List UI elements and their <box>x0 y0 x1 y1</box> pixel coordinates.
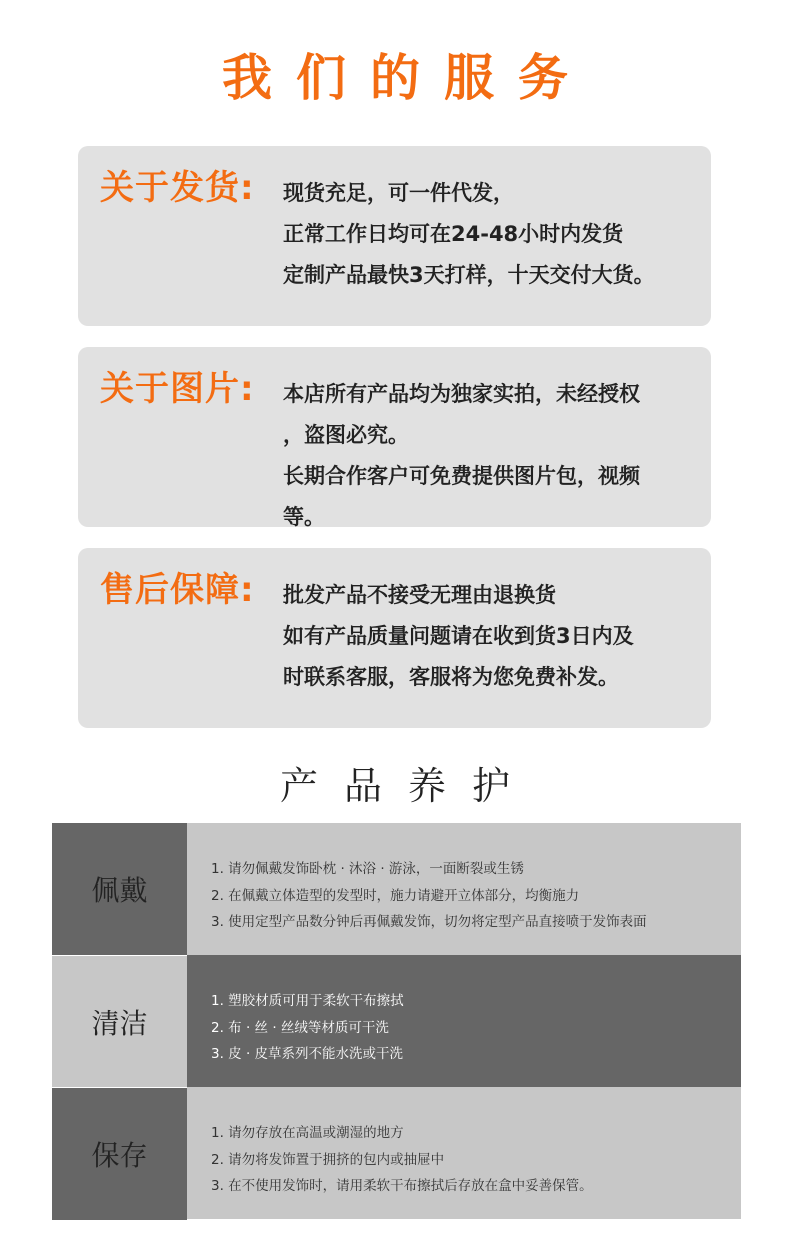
care-row-storage <box>52 1087 741 1219</box>
service-line: 批发产品不接受无理由退换货 <box>283 583 556 607</box>
service-card-shipping <box>78 146 711 326</box>
service-label: 关于图片: <box>100 369 255 409</box>
service-line: 正常工作日均可在24-48小时内发货 <box>283 222 624 246</box>
care-row-head: 清洁 <box>52 955 187 1088</box>
service-text <box>283 575 713 698</box>
care-row-body <box>187 823 741 955</box>
care-item: 2. 请勿将发饰置于拥挤的包内或抽屉中 <box>211 1151 445 1168</box>
care-row-body <box>187 1087 741 1219</box>
care-items <box>211 988 736 1068</box>
care-item: 3. 在不使用发饰时，请用柔软干布擦拭后存放在盒中妥善保管。 <box>211 1178 593 1194</box>
care-row-cleaning <box>52 955 741 1087</box>
care-item: 3. 使用定型产品数分钟后再佩戴发饰，切勿将定型产品直接喷于发饰表面 <box>211 914 647 930</box>
service-line: 本店所有产品均为独家实拍，未经授权 <box>283 382 640 406</box>
care-item: 1. 塑胶材质可用于柔软干布擦拭 <box>211 993 404 1009</box>
care-item: 1. 请勿佩戴发饰卧枕 · 沐浴 · 游泳，一面断裂或生锈 <box>211 861 524 877</box>
care-item: 3. 皮 · 皮草系列不能水洗或干洗 <box>211 1046 404 1062</box>
care-items <box>211 856 736 936</box>
service-text <box>283 173 713 296</box>
care-item: 2. 布 · 丝 · 丝绒等材质可干洗 <box>211 1019 389 1036</box>
service-line: 现货充足，可一件代发， <box>283 181 514 205</box>
service-line: 时联系客服，客服将为您免费补发。 <box>283 665 619 689</box>
service-label: 售后保障: <box>100 570 255 610</box>
care-items <box>211 1120 736 1200</box>
care-row-wearing <box>52 823 741 955</box>
care-table <box>52 823 741 1219</box>
care-row-head: 保存 <box>52 1087 187 1220</box>
service-card-images <box>78 347 711 527</box>
service-line: 长期合作客户可免费提供图片包，视频 <box>283 464 640 488</box>
care-item: 2. 在佩戴立体造型的发型时，施力请避开立体部分，均衡施力 <box>211 887 580 904</box>
service-label: 关于发货: <box>100 168 255 208</box>
care-row-head: 佩戴 <box>52 823 187 955</box>
service-text <box>283 374 713 538</box>
service-line: 定制产品最快3天打样，十天交付大货。 <box>283 263 655 287</box>
service-line: ，盗图必究。 <box>283 423 409 447</box>
service-card-after-sales <box>78 548 711 728</box>
page-title: 我们的服务 <box>222 49 592 107</box>
care-row-body <box>187 955 741 1087</box>
service-line: 等。 <box>283 505 325 529</box>
care-title: 产品养护 <box>279 764 536 808</box>
service-line: 如有产品质量问题请在收到货3日内及 <box>283 624 634 648</box>
care-item: 1. 请勿存放在高温或潮湿的地方 <box>211 1125 404 1141</box>
